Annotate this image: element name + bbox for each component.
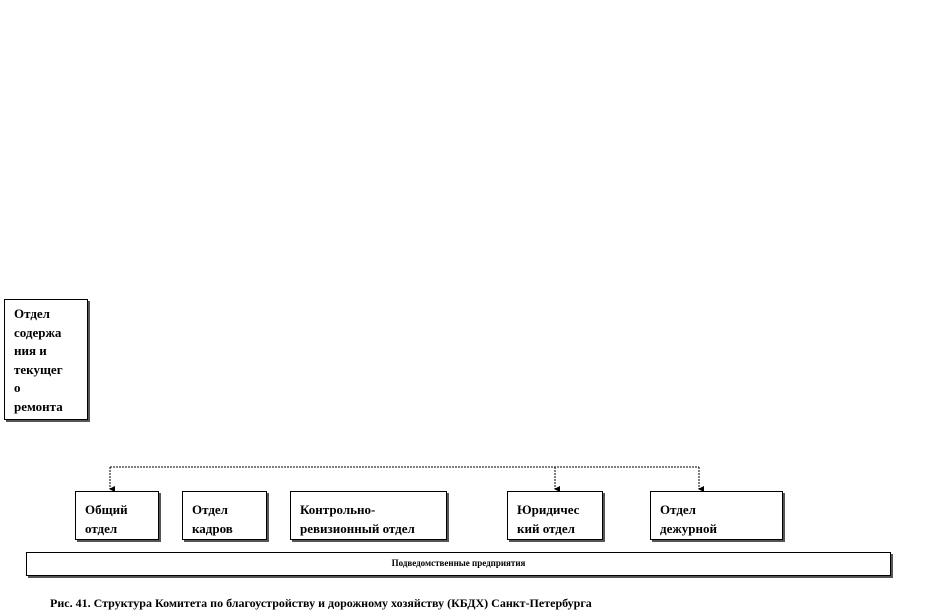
subordinate-enterprises-bar <box>26 552 891 576</box>
department-box-general <box>75 491 159 540</box>
department-box-legal <box>507 491 603 540</box>
subordinate-enterprises-label: Подведомственные предприятия <box>391 558 526 568</box>
department-label: Отдел дежурной <box>660 502 717 536</box>
department-box-audit <box>290 491 447 540</box>
department-label: Отдел кадров <box>192 502 233 536</box>
department-label: Общий отдел <box>85 502 128 536</box>
department-label: Юридичес кий отдел <box>517 502 580 536</box>
figure-caption: Рис. 41. Структура Комитета по благоустройству и дорожному хозяйству (КБДХ) Санкт-Петербурга <box>50 596 592 610</box>
department-label: Контрольно- ревизионный отдел <box>300 502 415 536</box>
department-box-personnel <box>182 491 267 540</box>
department-box-duty <box>650 491 783 540</box>
department-label: Отдел содержа ния и текущег о ремонта <box>14 306 63 414</box>
